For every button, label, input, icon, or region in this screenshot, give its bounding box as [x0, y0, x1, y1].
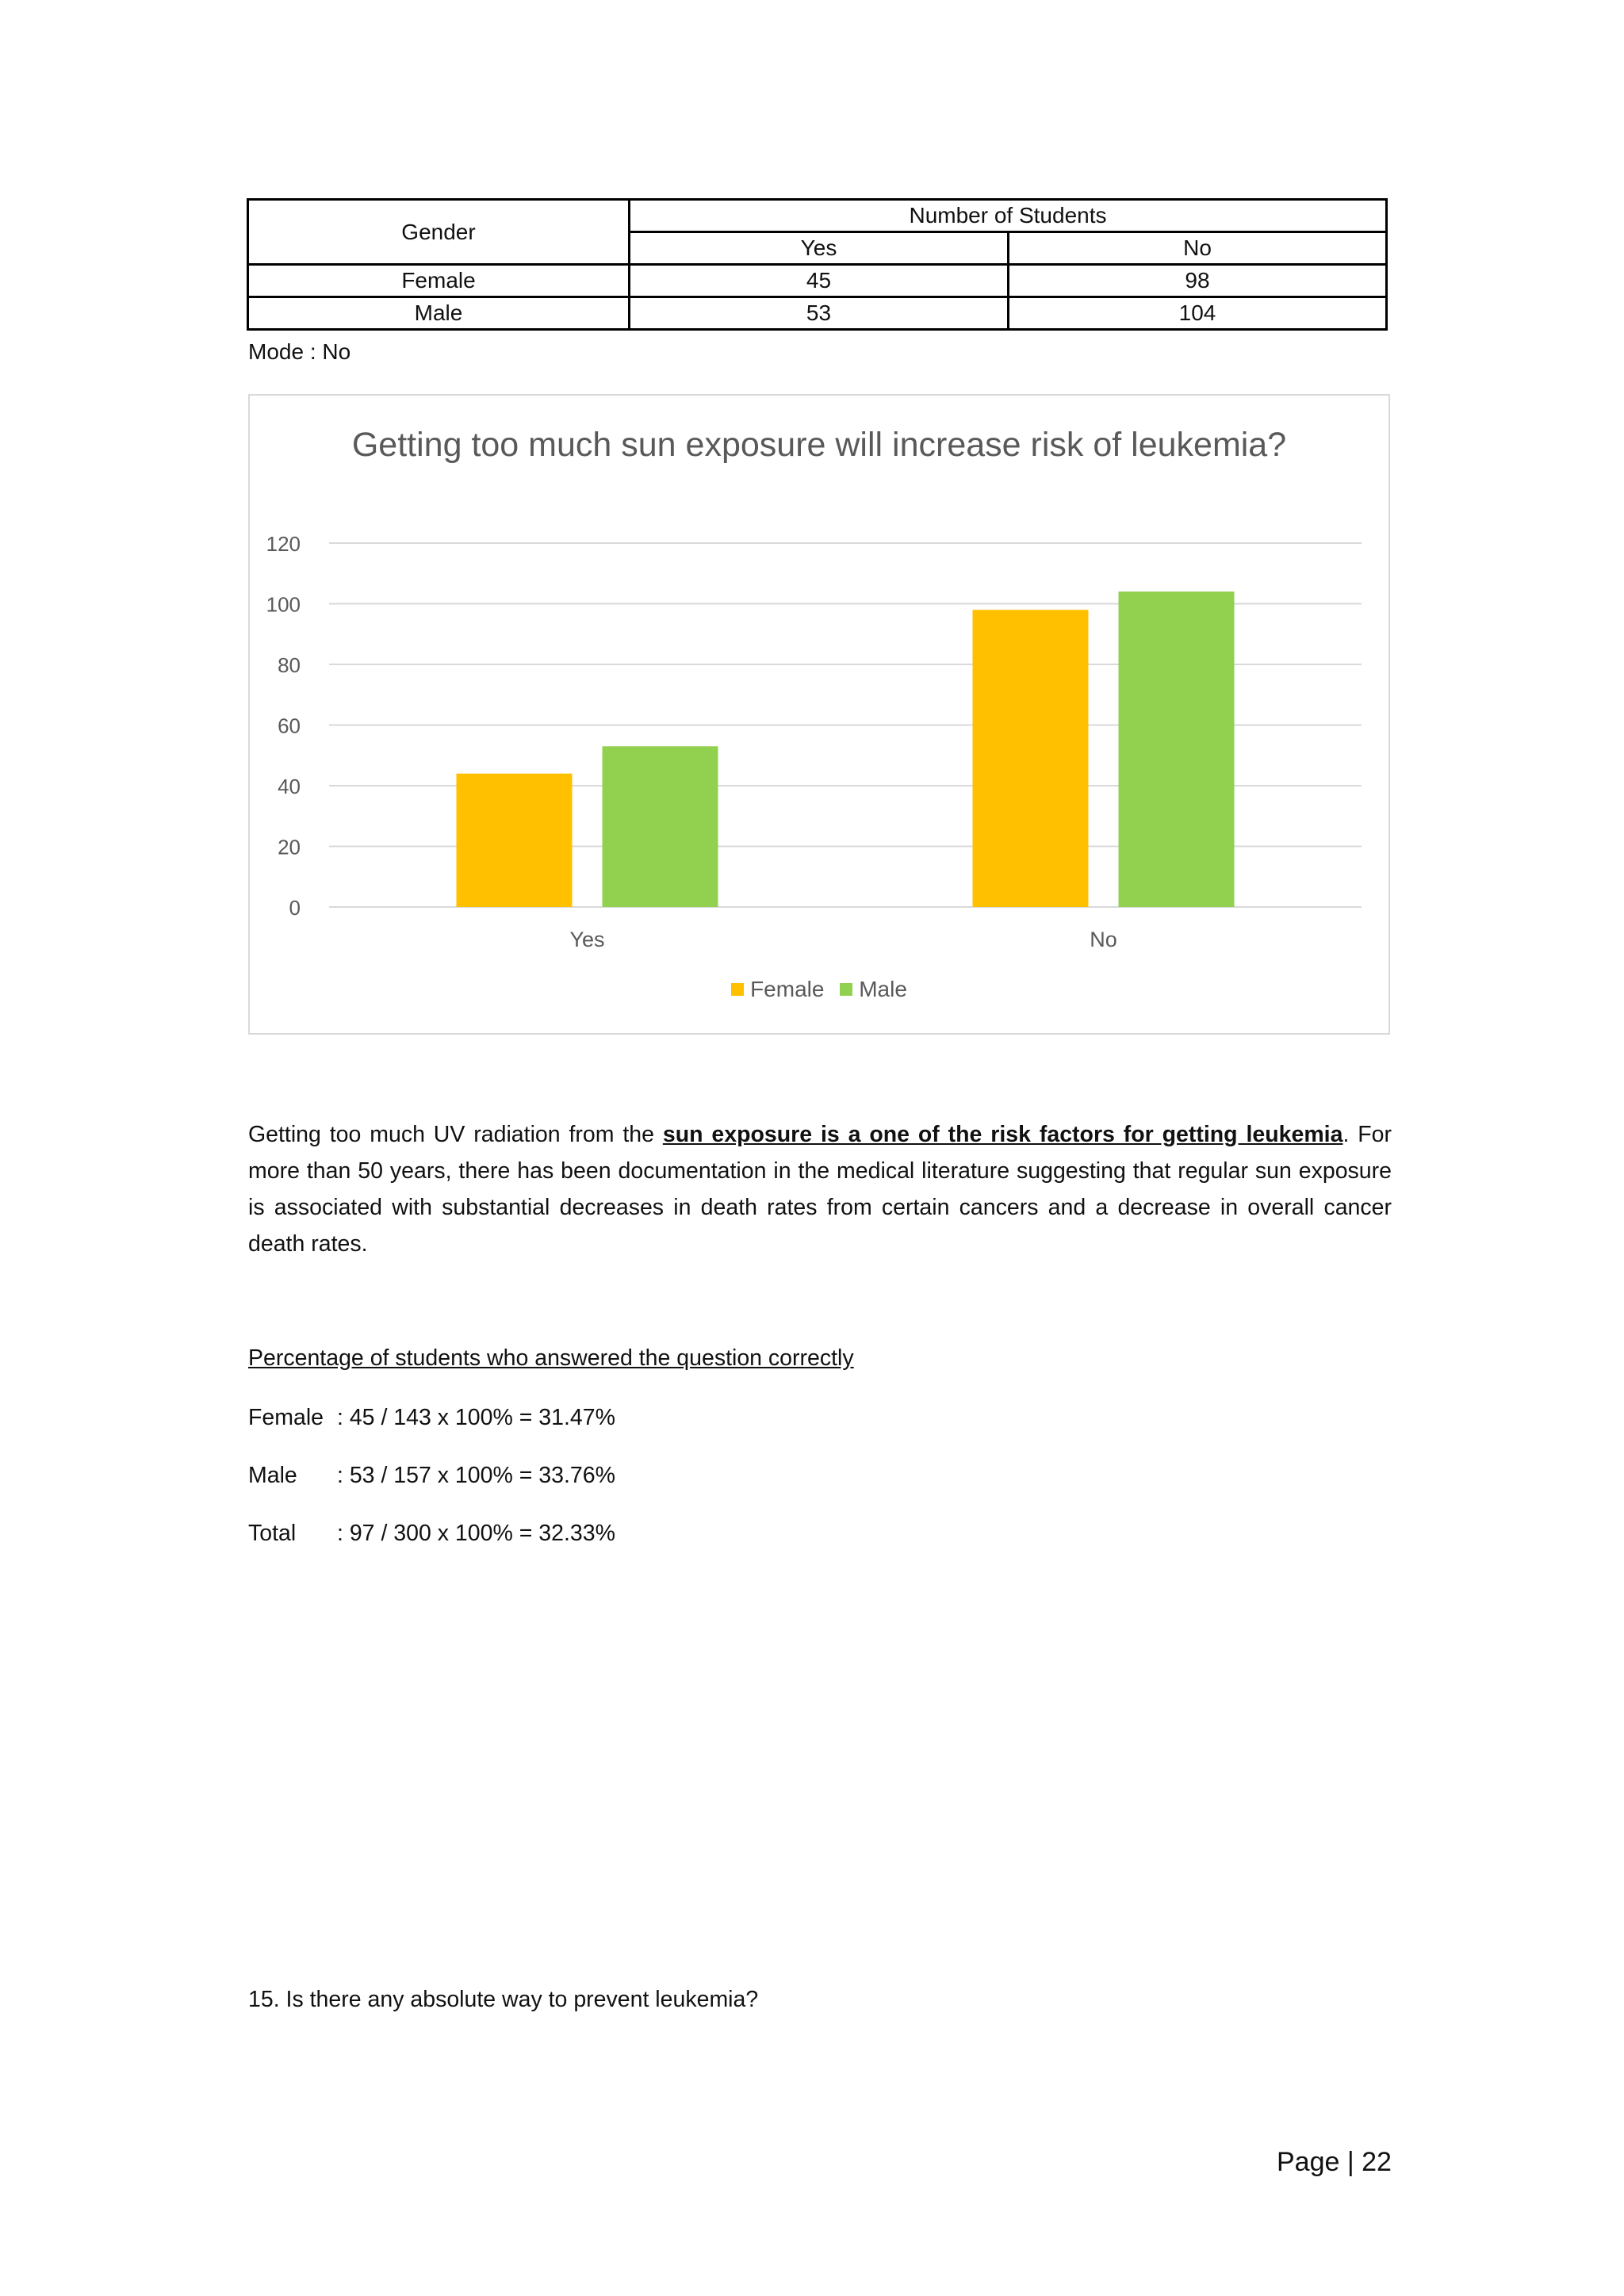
cell-gender: Female [248, 265, 630, 297]
legend-item-female [731, 977, 824, 1002]
x-tick-label: No [1090, 928, 1117, 951]
percentage-label: Female [248, 1405, 324, 1430]
bar-female-no [973, 610, 1089, 907]
y-tick-label: 0 [289, 896, 301, 920]
bar-female-yes [457, 774, 573, 907]
mode-text: Mode : No [248, 339, 351, 364]
percentage-label: Male [248, 1463, 297, 1488]
paragraph-emphasis: sun exposure is a one of the risk factors for getting leukemia [662, 1122, 1343, 1147]
x-tick-label: Yes [569, 928, 605, 951]
y-tick-label: 120 [266, 532, 301, 556]
chart-legend [250, 977, 1388, 1002]
percentage-label: Total [248, 1521, 297, 1546]
bar-male-yes [603, 746, 718, 907]
students-table [247, 198, 1388, 331]
page-number: Page | 22 [1277, 2147, 1392, 2177]
percentage-row-total [248, 1521, 615, 1547]
header-number-of-students: Number of Students [630, 200, 1387, 232]
percentage-row-female [248, 1405, 615, 1431]
bar-male-no [1119, 591, 1235, 907]
y-tick-label: 100 [266, 592, 301, 617]
table-row [248, 265, 1387, 297]
header-yes: Yes [630, 232, 1009, 265]
y-tick-label: 40 [278, 775, 301, 798]
y-tick-label: 20 [278, 835, 301, 859]
cell-gender: Male [248, 297, 630, 330]
bar-chart [248, 394, 1390, 1035]
paragraph-text-2: . For more than 50 years, there has been documentation in the medical literature suggesting that regular sun exposure is associated with substantial decreases in death rates from certain cancers and a decrease in overall cancer death rates. [248, 1122, 1392, 1257]
cell-no: 98 [1009, 265, 1387, 297]
legend-swatch-male [840, 983, 852, 996]
chart-plot [250, 396, 1388, 1033]
body-paragraph [248, 1116, 1392, 1262]
y-tick-label: 60 [278, 714, 301, 738]
percentage-calc: : 45 / 143 x 100% = 31.47% [337, 1405, 615, 1430]
y-tick-label: 80 [278, 653, 301, 677]
legend-item-male [840, 977, 907, 1002]
legend-label-female: Female [750, 977, 825, 1001]
question-15: 15. Is there any absolute way to prevent leukemia? [248, 1987, 759, 2012]
header-no: No [1009, 232, 1387, 265]
table-row [248, 297, 1387, 330]
header-gender: Gender [248, 200, 630, 265]
paragraph-text-1: Getting too much UV radiation from the [248, 1122, 663, 1147]
cell-yes: 53 [630, 297, 1009, 330]
cell-no: 104 [1009, 297, 1387, 330]
percentage-calc: : 97 / 300 x 100% = 32.33% [337, 1521, 615, 1546]
percentage-calc: : 53 / 157 x 100% = 33.76% [337, 1463, 615, 1488]
percentage-heading: Percentage of students who answered the question correctly [248, 1345, 854, 1371]
chart-title: Getting too much sun exposure will increase risk of leukemia? [351, 426, 1287, 464]
percentage-row-male [248, 1463, 615, 1489]
cell-yes: 45 [630, 265, 1009, 297]
legend-swatch-female [731, 983, 744, 996]
legend-label-male: Male [859, 977, 907, 1001]
